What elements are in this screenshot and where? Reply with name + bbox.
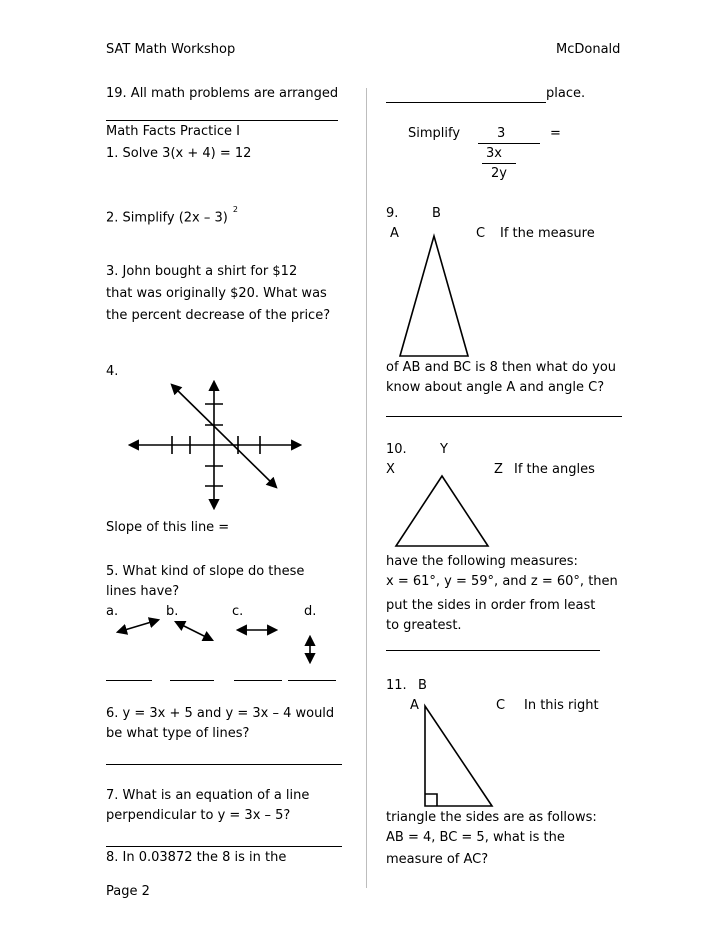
equals-sign: = bbox=[550, 126, 561, 141]
q7-line2: perpendicular to y = 3x – 5? bbox=[106, 808, 291, 823]
section-title: Math Facts Practice I bbox=[106, 124, 240, 139]
q11-vertex-a: A bbox=[410, 698, 419, 713]
q11-line2: triangle the sides are as follows: bbox=[386, 810, 597, 825]
q5-label-c: c. bbox=[232, 604, 244, 619]
right-triangle bbox=[425, 706, 492, 806]
q10-line2: have the following measures: bbox=[386, 554, 578, 569]
right-angle-marker bbox=[425, 794, 437, 806]
q10-line5: to greatest. bbox=[386, 618, 462, 633]
q10-vertex-x: X bbox=[386, 462, 395, 477]
q6-line1: 6. y = 3x + 5 and y = 3x – 4 would bbox=[106, 706, 335, 721]
slope-arrow-a bbox=[118, 620, 158, 632]
author-name: McDonald bbox=[556, 42, 621, 57]
q5-line1: 5. What kind of slope do these bbox=[106, 564, 305, 579]
q4-number: 4. bbox=[106, 364, 119, 379]
triangle-abc bbox=[400, 236, 468, 356]
triangle-xyz bbox=[396, 476, 488, 546]
q10-vertex-y: Y bbox=[440, 442, 448, 457]
q9-line2: of AB and BC is 8 then what do you bbox=[386, 360, 617, 375]
q7-line1: 7. What is an equation of a line bbox=[106, 788, 310, 803]
q8-place: place. bbox=[546, 86, 586, 101]
q11-number: 11. bbox=[386, 678, 407, 693]
simplify-label: Simplify bbox=[408, 126, 461, 141]
q4-slope-prompt: Slope of this line = bbox=[106, 520, 230, 535]
q1-text: 1. Solve 3(x + 4) = 12 bbox=[106, 146, 252, 161]
q9-vertex-a: A bbox=[390, 226, 399, 241]
q11-text: In this right bbox=[524, 698, 599, 713]
q11-vertex-c: C bbox=[496, 698, 506, 713]
q3-line2: that was originally $20. What was bbox=[106, 286, 327, 301]
slope-arrow-b bbox=[176, 622, 212, 640]
q9-text: If the measure bbox=[500, 226, 595, 241]
q11-vertex-b: B bbox=[418, 678, 427, 693]
fraction-numerator: 3 bbox=[497, 126, 506, 141]
q10-line3: x = 61°, y = 59°, and z = 60°, then bbox=[386, 574, 618, 589]
q10-text: If the angles bbox=[514, 462, 595, 477]
coordinate-plane bbox=[130, 382, 300, 508]
q10-line4: put the sides in order from least bbox=[386, 598, 596, 613]
page-number: Page 2 bbox=[106, 884, 150, 899]
q5-line2: lines have? bbox=[106, 584, 180, 599]
q11-line4: measure of AC? bbox=[386, 852, 489, 867]
q9-number: 9. bbox=[386, 206, 399, 221]
q3-line3: the percent decrease of the price? bbox=[106, 308, 331, 323]
q2-text: 2. Simplify (2x – 3)$^2$ bbox=[106, 205, 238, 226]
q5-label-d: d. bbox=[304, 604, 317, 619]
q6-line2: be what type of lines? bbox=[106, 726, 250, 741]
q5-label-b: b. bbox=[166, 604, 179, 619]
q10-number: 10. bbox=[386, 442, 407, 457]
worksheet-title: SAT Math Workshop bbox=[106, 42, 236, 57]
q8-text: 8. In 0.03872 the 8 is in the bbox=[106, 850, 287, 865]
q10-vertex-z: Z bbox=[494, 462, 503, 477]
fraction-inner-numerator: 3x bbox=[486, 146, 502, 161]
q5-label-a: a. bbox=[106, 604, 119, 619]
q9-vertex-c: C bbox=[476, 226, 486, 241]
q3-line1: 3. John bought a shirt for $12 bbox=[106, 264, 298, 279]
q11-line3: AB = 4, BC = 5, what is the bbox=[386, 830, 565, 845]
q19-text: 19. All math problems are arranged bbox=[106, 86, 339, 101]
fraction-inner-denominator: 2y bbox=[491, 166, 507, 181]
q9-line3: know about angle A and angle C? bbox=[386, 380, 605, 395]
q9-vertex-b: B bbox=[432, 206, 441, 221]
